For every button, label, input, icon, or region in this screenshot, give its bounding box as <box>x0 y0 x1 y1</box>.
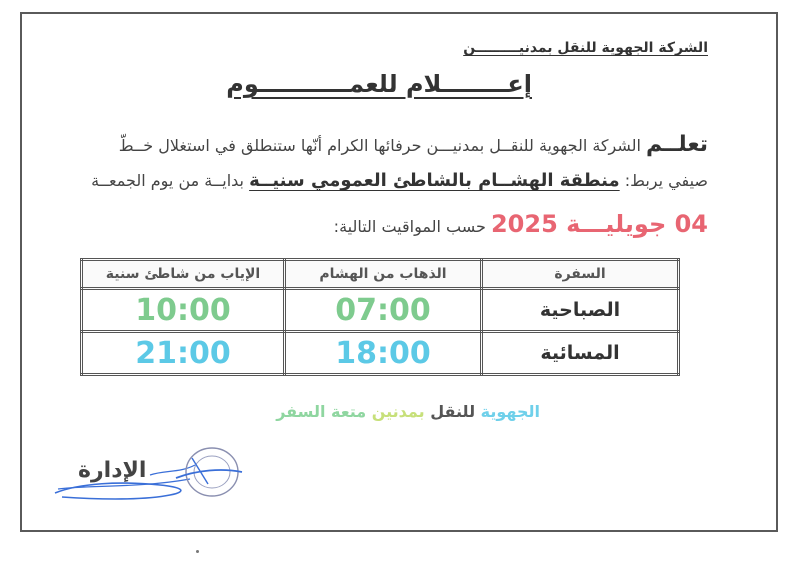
company-name: الشركة الجهوية للنقل بمدنيـــــــــن <box>463 40 708 56</box>
notice-paragraph-line-3 <box>334 210 708 238</box>
notice-line-2-start: صيفي يربط: <box>619 171 708 190</box>
header-trip: السفرة <box>482 260 679 289</box>
table-row <box>82 289 679 332</box>
notice-line-3-text: حسب المواقيت التالية: <box>333 217 491 236</box>
administration-label: الإدارة <box>78 458 147 483</box>
table-row <box>82 332 679 375</box>
notice-lead-word: تعلــم <box>646 132 708 157</box>
schedule-header-row <box>82 260 679 289</box>
slogan-part-2: للنقل <box>424 402 476 421</box>
return-evening: 21:00 <box>82 332 285 375</box>
route-name: منطقة الهشــام بالشاطئ العمومي سنيــة <box>249 170 620 191</box>
start-date: 04 جويليـــة 2025 <box>490 210 708 238</box>
notice-title: إعــــــــلام للعمـــــــــــوم <box>226 70 532 98</box>
departure-morning: 07:00 <box>285 289 482 332</box>
notice-line-2-end: بدايــة من يوم الجمعــة <box>91 171 250 190</box>
notice-paragraph-line-2 <box>91 170 708 191</box>
scan-speck <box>196 550 199 553</box>
slogan-part-3: بمدنين <box>366 402 425 421</box>
slogan-part-1: الجهوية <box>475 402 540 421</box>
slogan-part-4: متعة السفر <box>276 402 367 421</box>
slogan <box>276 402 540 421</box>
notice-paragraph-line-1 <box>119 132 708 157</box>
header-return: الإياب من شاطئ سنية <box>82 260 285 289</box>
header-departure: الذهاب من الهشام <box>285 260 482 289</box>
official-stamp <box>172 444 244 504</box>
schedule-table <box>80 258 680 376</box>
trip-morning: الصباحية <box>482 289 679 332</box>
departure-evening: 18:00 <box>285 332 482 375</box>
trip-evening: المسائية <box>482 332 679 375</box>
return-morning: 10:00 <box>82 289 285 332</box>
notice-line-1-text: الشركة الجهوية للنقــل بمدنيـــن حرفائها الكرام أنّها ستنطلق في استغلال خــطّ <box>118 136 647 155</box>
